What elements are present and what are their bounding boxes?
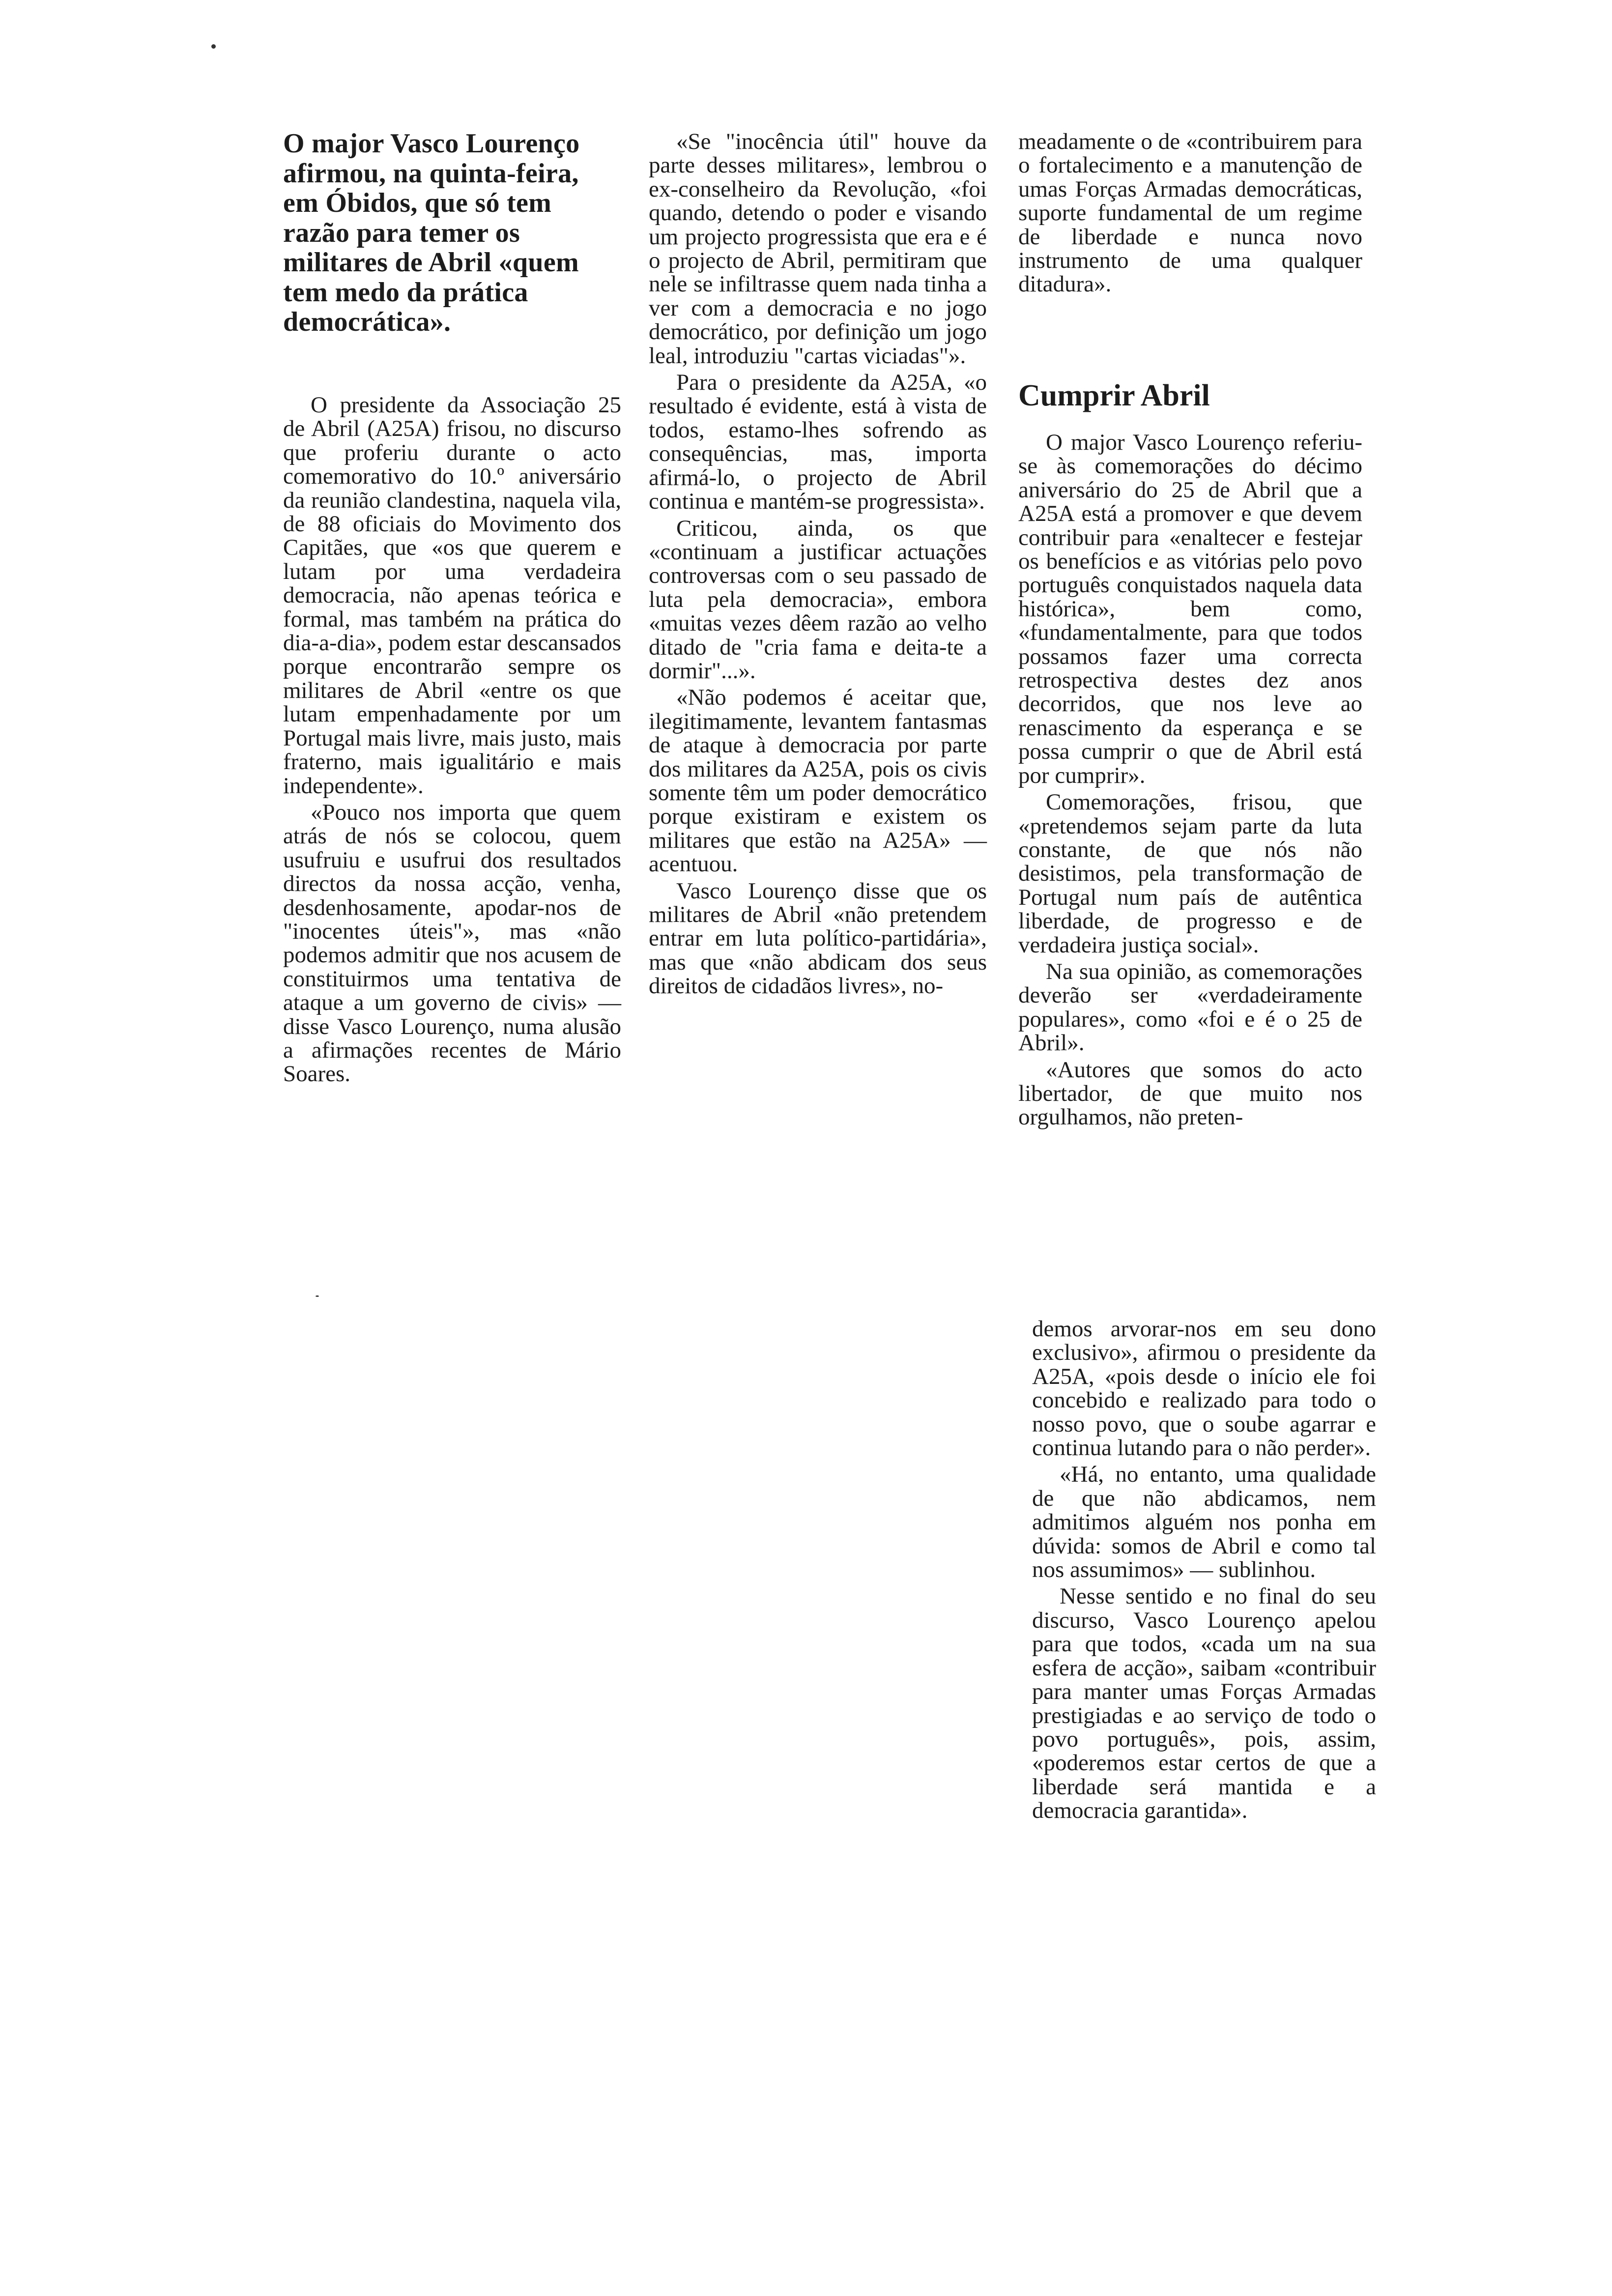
column-3-bottom	[1032, 1317, 1376, 1823]
paragraph: «Autores que somos do acto libertador, de que muito nos orgulhamos, não preten-	[1018, 1057, 1362, 1130]
lead-paragraph: O major Vasco Lourenço afirmou, na quinta-feira, em Óbidos, que só tem razão para temer os militares de Abril «quem tem medo da prática democrática».	[283, 128, 580, 337]
column-3-top	[1018, 130, 1362, 296]
paragraph: O presidente da Associação 25 de Abril (A25A) frisou, no discurso que proferiu durante o acto comemorativo do 10.º aniversário da reunião clandestina, naquela vila, de 88 oficiais do Movimento dos Capitães, que «os que querem e lutam por uma verdadeira democracia, não apenas teórica e formal, mas também na prática do dia-a-dia», podem estar descansados porque encontrarão sempre os militares de Abril «entre os que lutam empenhadamente por um Portugal mais livre, mais justo, mais fraterno, mais igualitário e mais independente».	[283, 392, 621, 799]
paragraph: «Pouco nos importa que quem atrás de nós se colocou, quem usufruiu e usufrui dos resultados directos da nossa acção, venha, desdenhosamente, apodar-nos de "inocentes úteis"», mas «não podemos admitir que nos acusem de constituirmos uma tentativa de ataque a um governo de civis» — disse Vasco Lourenço, numa alusão a afirmações recentes de Mário Soares.	[283, 799, 621, 1087]
paragraph: Para o presidente da A25A, «o resultado é evidente, está à vista de todos, estamo-lhes sofrendo as consequências, mas, importa afirmá-lo, o projecto de Abril continua e mantém-se progressista».	[649, 370, 987, 515]
column-1	[283, 393, 621, 1086]
column-3-middle	[1018, 430, 1362, 1129]
paragraph: demos arvorar-nos em seu dono exclusivo», afirmou o presidente da A25A, «pois desde o início ele foi concebido e realizado para todo o nosso povo, que o soube agarrar e continua lutando para o não perder».	[1032, 1316, 1376, 1461]
scan-speck	[211, 44, 216, 49]
paragraph: Na sua opinião, as comemorações deverão ser «verdadeiramente populares», como «foi e é o 25 de Abril».	[1018, 958, 1362, 1056]
section-heading: Cumprir Abril	[1018, 379, 1210, 412]
column-2	[649, 130, 987, 998]
paragraph: Criticou, ainda, os que «continuam a justificar actuações controversas com o seu passado de luta pela democracia», embora «muitas vezes dêem razão ao velho ditado de "cria fama e deita-te a dormir"...».	[649, 515, 987, 684]
paragraph: meadamente o de «contribuirem para o fortalecimento e a manutenção de umas Forças Armadas democráticas, suporte fundamental de um regime de liberdade e nunca novo instrumento de uma qualquer ditadura».	[1018, 129, 1362, 297]
paragraph: Vasco Lourenço disse que os militares de Abril «não pretendem entrar em luta político-partidária», mas que «não abdicam dos seus direitos de cidadãos livres», no-	[649, 878, 987, 999]
scan-speck	[316, 1295, 319, 1297]
paragraph: O major Vasco Lourenço referiu-se às comemorações do décimo aniversário do 25 de Abril que a A25A está a promover e que devem contribuir para «enaltecer e festejar os benefícios e as vitórias pelo povo português conquistados naquela data histórica», bem como, «fundamentalmente, para que todos possamos fazer uma correcta retrospectiva destes dez anos decorridos, que nos leve ao renascimento da esperança e se possa cumprir o que de Abril está por cumprir».	[1018, 430, 1362, 788]
paragraph: Nesse sentido e no final do seu discurso, Vasco Lourenço apelou para que todos, «cada um na sua esfera de acção», saibam «contribuir para manter umas Forças Armadas prestigiadas e ao serviço de todo o povo português», pois, assim, «poderemos estar certos de que a liberdade será mantida e a democracia garantida».	[1032, 1583, 1376, 1824]
paragraph: Comemorações, frisou, que «pretendemos sejam parte da luta constante, de que nós não desistimos, pela transformação de Portugal num país de autêntica liberdade, de progresso e de verdadeira justiça social».	[1018, 789, 1362, 958]
paragraph: «Não podemos é aceitar que, ilegitimamente, levantem fantasmas de ataque à democracia por parte dos militares da A25A, pois os civis somente têm um poder democrático porque existiram e existem os militares que estão na A25A» — acentuou.	[649, 685, 987, 877]
paragraph: «Há, no entanto, uma qualidade de que não abdicamos, nem admitimos alguém nos ponha em dúvida: somos de Abril e como tal nos assumimos» — sublinhou.	[1032, 1462, 1376, 1583]
paragraph: «Se "inocência útil" houve da parte desses militares», lembrou o ex-conselheiro da Revolução, «foi quando, detendo o poder e visando um projecto progressista que era e é o projecto de Abril, permitiram que nele se infiltrasse quem nada tinha a ver com a democracia e no jogo democrático, por definição um jogo leal, introduziu "cartas viciadas"».	[649, 129, 987, 369]
